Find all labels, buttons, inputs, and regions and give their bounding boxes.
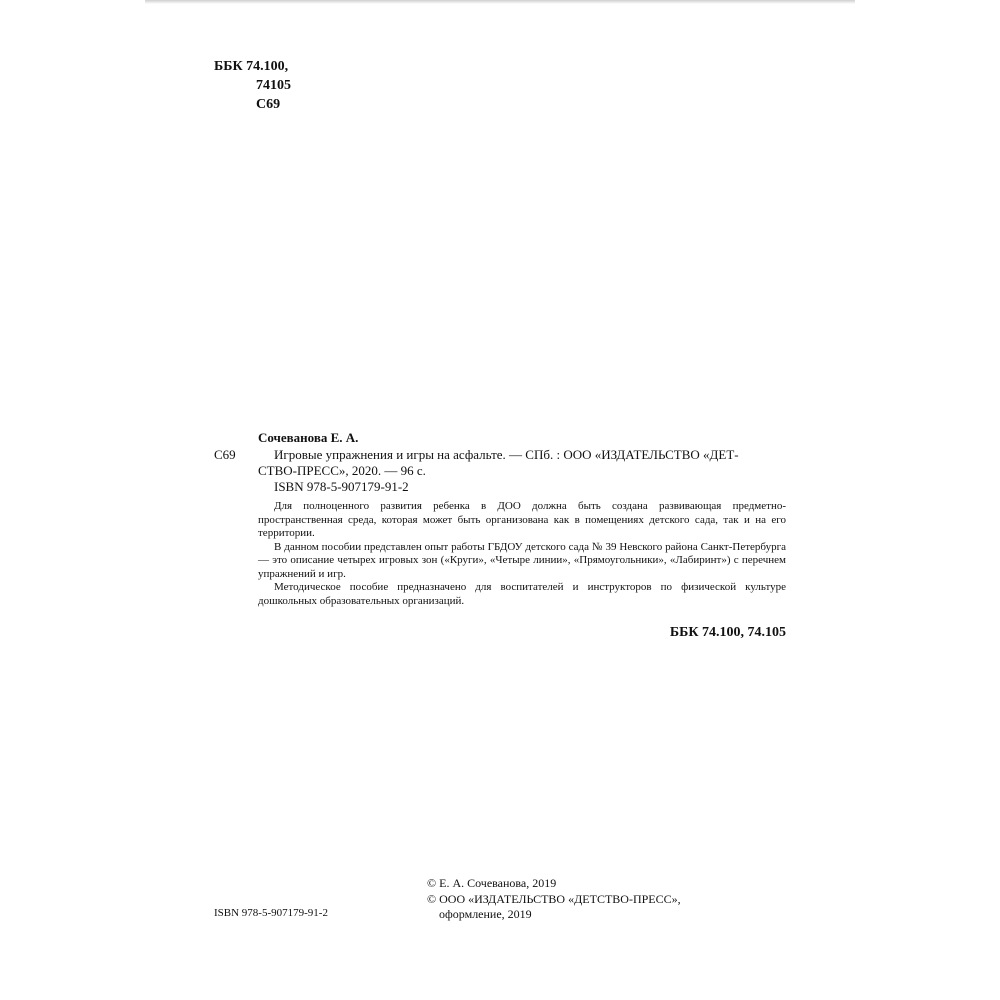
copyright-publisher: © ООО «ИЗДАТЕЛЬСТВО «ДЕТСТВО-ПРЕСС», (427, 891, 681, 906)
copyright-design: оформление, 2019 (439, 907, 532, 921)
title-line2: СТВО-ПРЕСС», 2020. — 96 с. (258, 463, 426, 478)
card-isbn: ISBN 978-5-907179-91-2 (274, 479, 409, 494)
abstract-paragraph-2: В данном пособии представлен опыт работы ГБДОУ детского сада № 39 Невского района Санкт-Петербурга — это описание четырех игровых зон («Круги», «Четыре линии», «Прямоугольники», «Лабиринт») с перечнем упражнений и игр. (258, 540, 786, 580)
bbk-header-line3: С69 (256, 97, 281, 112)
card-bbk: ББК 74.100, 74.105 (669, 625, 786, 640)
title-line1: Игровые упражнения и игры на асфальте. — СПб. : ООО «ИЗДАТЕЛЬСТВО «ДЕТ- (274, 447, 739, 462)
bbk-header-line1: ББК 74.100, (214, 59, 289, 74)
abstract-paragraph-1: Для полноценного развития ребенка в ДОО должна быть создана развивающая предметно-пространственная среда, которая может быть организована как в помещениях детского сада, так и на его территории. (258, 500, 786, 539)
author-name: Сочеванова Е. А. (258, 430, 359, 445)
copyright-block (427, 876, 681, 923)
bbk-header-line2: 74105 (256, 78, 291, 93)
abstract-paragraph-3: Методическое пособие предназначено для воспитателей и инструкторов по физической культуре дошкольных образовательных организаций. (258, 581, 786, 607)
title-block (258, 447, 786, 479)
copyright-author: © Е. А. Сочеванова, 2019 (427, 876, 557, 890)
footer-isbn: ISBN 978-5-907179-91-2 (214, 907, 328, 919)
bbk-header (214, 57, 291, 114)
abstract (258, 500, 786, 608)
author-code: С69 (214, 447, 236, 462)
